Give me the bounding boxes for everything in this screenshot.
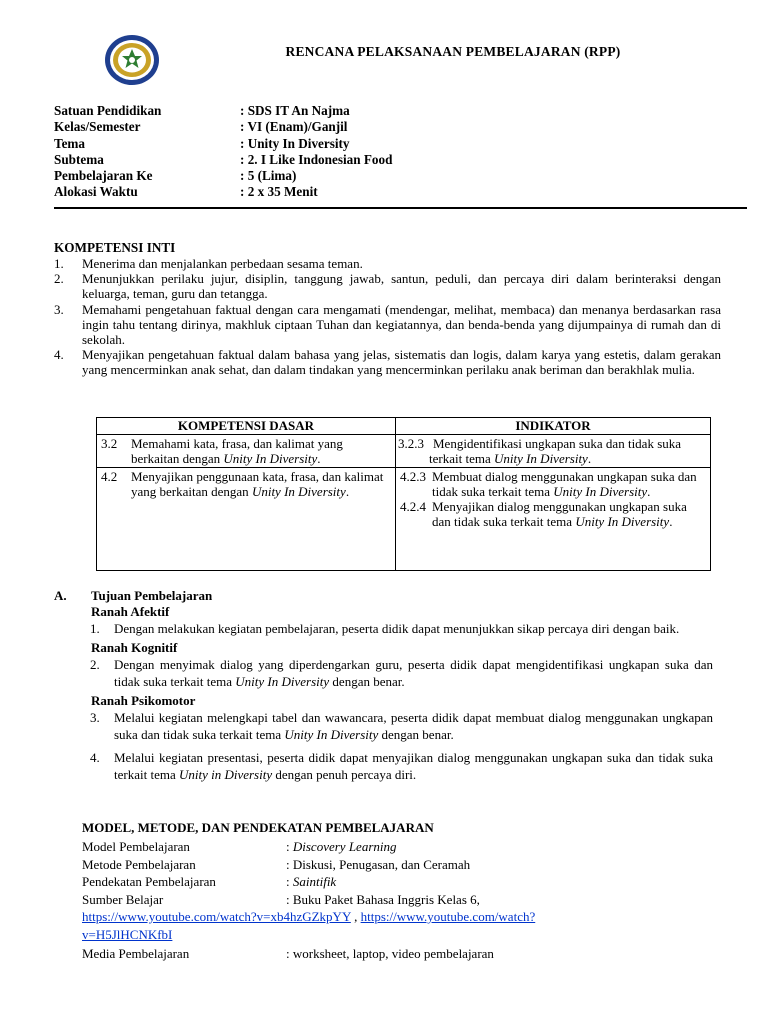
colon: : xyxy=(286,839,293,854)
indikator-entry xyxy=(398,436,706,466)
kd-italic: Unity In Diversity xyxy=(223,451,318,466)
info-label: Alokasi Waktu xyxy=(54,184,138,200)
info-label: Satuan Pendidikan xyxy=(54,103,162,118)
section-heading-model: MODEL, METODE, DAN PENDEKATAN PEMBELAJARAN xyxy=(82,820,434,835)
list-item xyxy=(54,347,721,377)
info-label: Pembelajaran Ke xyxy=(54,168,153,184)
kd-number: 3.2 xyxy=(101,436,118,451)
kompetensi-dasar-table xyxy=(96,417,711,571)
info-row-tema xyxy=(54,136,392,152)
info-label: Kelas/Semester xyxy=(54,119,141,135)
section-title: Tujuan Pembelajaran xyxy=(91,588,213,603)
section-heading-kompetensi-inti: KOMPETENSI INTI xyxy=(54,240,176,255)
kd-text: Menyajikan penggunaan kata, frasa, dan kalimat yang berkaitan dengan xyxy=(131,469,384,499)
link-separator: , xyxy=(350,909,361,924)
pendekatan-label: Pendekatan Pembelajaran xyxy=(82,874,216,889)
column-header-indikator: INDIKATOR xyxy=(396,418,711,435)
list-item xyxy=(54,709,713,743)
media-label: Media Pembelajaran xyxy=(82,946,190,961)
sumber-row xyxy=(82,891,642,909)
sumber-value: : Buku Paket Bahasa Inggris Kelas 6, xyxy=(286,891,480,907)
youtube-link-2[interactable]: https://www.youtube.com/watch? xyxy=(360,909,536,924)
sumber-label: Sumber Belajar xyxy=(82,891,164,907)
list-italic: Unity In Diversity xyxy=(284,727,379,742)
sumber-links xyxy=(82,908,642,943)
indikator-text: Mengidentifikasi ungkapan suka dan tidak suka terkait tema xyxy=(429,436,682,466)
indikator-text: Membuat dialog menggunakan ungkapan suka dan tidak suka terkait tema xyxy=(432,469,697,499)
info-value: : 2 x 35 Menit xyxy=(240,184,318,200)
page-title: RENCANA PELAKSANAAN PEMBELAJARAN (RPP) xyxy=(285,44,621,59)
list-text: Menunjukkan perilaku jujur, disiplin, tanggung jawab, santun, peduli, dan percaya diri dalam berinteraksi dengan keluarga, teman, guru dan tetangga. xyxy=(82,271,721,302)
info-value: : SDS IT An Najma xyxy=(240,103,350,118)
youtube-link-1[interactable]: https://www.youtube.com/watch?v=xb4hzGZkpYY xyxy=(82,909,351,924)
kd-text: Memahami kata, frasa, dan kalimat yang berkaitan dengan xyxy=(131,436,343,466)
list-text: Melalui kegiatan melengkapi tabel dan wawancara, peserta didik dapat membuat dialog menggunakan ungkapan suka dan tidak suka terkait tema xyxy=(114,710,713,742)
list-number: 2. xyxy=(90,657,100,672)
ranah-psikomotor-heading: Ranah Psikomotor xyxy=(91,693,196,708)
indikator-entry xyxy=(400,469,706,499)
youtube-link-2-continued[interactable]: v=H5JlHCNKfbI xyxy=(82,926,173,942)
list-text: Memahami pengetahuan faktual dengan cara mengamati (mendengar, melihat, membaca) dan menanya berdasarkan rasa ingin tahu tentang dirinya, makhluk ciptaan Tuhan dan kegiatannya, dan benda-benda yang dijumpainya di rumah dan di sekolah. xyxy=(82,301,721,348)
list-text: Dengan melakukan kegiatan pembelajaran, peserta didik dapat menunjukkan sikap percaya diri dengan baik. xyxy=(114,621,680,636)
colon: : xyxy=(286,874,293,889)
section-heading-tujuan xyxy=(54,588,713,604)
list-end: dengan benar. xyxy=(378,727,454,742)
list-number: 3. xyxy=(90,710,100,725)
info-label: Subtema xyxy=(54,151,104,167)
media-row xyxy=(82,945,642,963)
info-value: : Unity In Diversity xyxy=(240,135,350,151)
indikator-cell xyxy=(396,468,711,571)
list-number: 4. xyxy=(90,750,100,765)
kd-number: 4.2 xyxy=(101,469,118,484)
pendekatan-row xyxy=(82,873,642,891)
table-row xyxy=(97,435,711,468)
info-value: : VI (Enam)/Ganjil xyxy=(240,119,348,135)
list-item xyxy=(54,749,713,783)
indikator-italic: Unity In Diversity xyxy=(493,451,588,466)
indikator-entry xyxy=(400,499,706,529)
list-item xyxy=(54,271,721,301)
kd-end: . xyxy=(345,484,350,499)
kd-end: . xyxy=(317,451,321,466)
info-row-pembelajaran xyxy=(54,168,392,184)
list-item xyxy=(54,620,713,637)
list-text: Menyajikan pengetahuan faktual dalam bahasa yang jelas, sistematis dan logis, dalam karya yang estetis, dalam gerakan yang mencerminkan anak sehat, dan dalam tindakan yang mencerminkan perilaku anak beriman dan berakhlak mulia. xyxy=(82,347,721,378)
indikator-number: 4.2.4 xyxy=(400,499,426,514)
model-value: Discovery Learning xyxy=(292,839,397,854)
model-metode-section xyxy=(82,820,642,963)
list-item xyxy=(54,302,721,348)
list-number: 3. xyxy=(54,301,64,317)
ranah-kognitif-heading: Ranah Kognitif xyxy=(91,640,178,655)
list-end: dengan benar. xyxy=(329,674,405,689)
table-header-row xyxy=(97,418,711,435)
kd-cell xyxy=(97,468,396,571)
kompetensi-inti-list xyxy=(54,256,721,378)
metode-label: Metode Pembelajaran xyxy=(82,856,196,872)
media-value: : worksheet, laptop, video pembelajaran xyxy=(286,946,494,961)
indikator-end: . xyxy=(587,451,592,466)
table-row xyxy=(97,468,711,571)
info-row-alokasi xyxy=(54,184,392,200)
info-label: Tema xyxy=(54,135,86,151)
info-row-satuan xyxy=(54,103,392,119)
list-number: 1. xyxy=(90,621,100,636)
list-number: 2. xyxy=(54,271,64,287)
list-end: dengan penuh percaya diri. xyxy=(272,767,417,782)
indikator-italic: Unity In Diversity xyxy=(553,484,648,499)
metode-value: : Diskusi, Penugasan, dan Ceramah xyxy=(286,856,471,872)
tujuan-pembelajaran-section xyxy=(54,588,713,786)
school-emblem-icon xyxy=(104,34,160,86)
kd-italic: Unity In Diversity xyxy=(251,484,346,499)
list-number: 1. xyxy=(54,256,64,271)
section-letter: A. xyxy=(54,588,67,603)
indikator-text: Menyajikan dialog menggunakan ungkapan suka dan tidak suka terkait tema xyxy=(432,499,687,529)
column-header-kompetensi-dasar: KOMPETENSI DASAR xyxy=(97,418,396,435)
model-row xyxy=(82,838,642,856)
indikator-italic: Unity In Diversity xyxy=(575,514,670,529)
identity-block xyxy=(54,103,392,201)
list-text: Melalui kegiatan presentasi, peserta didik dapat menyajikan dialog menggunakan ungkapan suka dan tidak suka terkait tema xyxy=(114,750,713,782)
horizontal-divider xyxy=(54,207,747,209)
indikator-number: 4.2.3 xyxy=(400,469,426,484)
list-text: Dengan menyimak dialog yang diperdengarkan guru, peserta didik dapat mengidentifikasi ungkapan suka dan tidak suka terkait tema xyxy=(114,657,713,689)
info-value: : 2. I Like Indonesian Food xyxy=(240,151,393,167)
ranah-afektif-heading: Ranah Afektif xyxy=(91,604,170,619)
metode-row xyxy=(82,856,642,874)
indikator-end: . xyxy=(647,484,651,499)
indikator-end: . xyxy=(669,514,673,529)
indikator-cell xyxy=(396,435,711,468)
kd-cell xyxy=(97,435,396,468)
list-number: 4. xyxy=(54,347,64,363)
kd-entry xyxy=(101,436,391,466)
pendekatan-value: Saintifik xyxy=(292,874,337,889)
list-text: Menerima dan menjalankan perbedaan sesama teman. xyxy=(82,256,363,271)
list-item xyxy=(54,256,721,271)
list-italic: Unity In Diversity xyxy=(235,674,330,689)
indikator-number: 3.2.3 xyxy=(398,436,424,451)
info-row-subtema xyxy=(54,152,392,168)
list-italic: Unity in Diversity xyxy=(178,767,273,782)
info-value: : 5 (Lima) xyxy=(240,168,297,184)
kd-entry xyxy=(101,469,391,499)
model-label: Model Pembelajaran xyxy=(82,839,190,854)
list-item xyxy=(54,656,713,690)
info-row-kelas xyxy=(54,119,392,135)
